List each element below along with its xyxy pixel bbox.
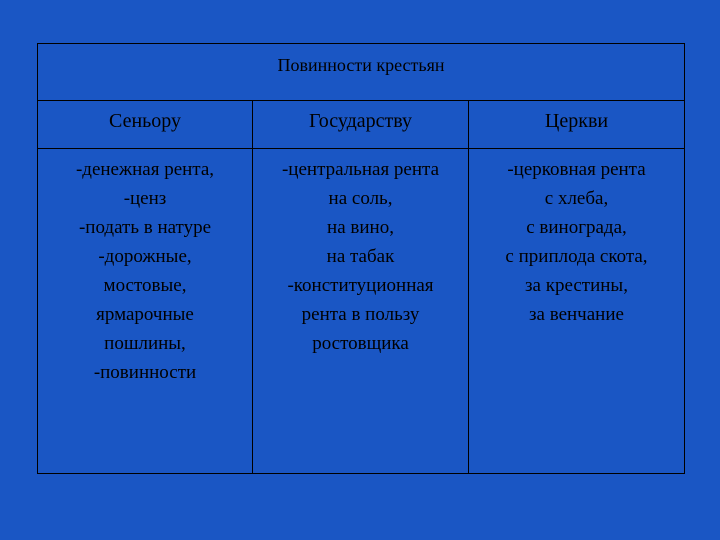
body-cell-church	[469, 149, 684, 473]
seigneur-duties-list	[38, 155, 252, 387]
table-header-row	[38, 101, 684, 149]
body-cell-seigneur	[38, 149, 253, 473]
duty-line: -ценз	[123, 188, 167, 209]
table-body-row	[38, 149, 684, 473]
table-title: Повинности крестьян	[277, 55, 445, 75]
duty-line: -церковная рента	[507, 159, 646, 180]
duty-line: пошлины,	[104, 333, 186, 354]
duty-line: -центральная рента	[281, 159, 440, 180]
body-cell-state	[253, 149, 469, 473]
duty-line: рента в пользу	[301, 304, 420, 325]
duty-line: ростовщика	[312, 333, 409, 354]
state-duties-list	[253, 155, 468, 358]
duty-line: за венчание	[529, 304, 624, 325]
header-label-church: Церкви	[544, 110, 609, 132]
header-cell-state	[253, 101, 469, 148]
duty-line: -денежная рента,	[75, 159, 215, 180]
duty-line: с хлеба,	[544, 188, 609, 209]
duty-line: -подать в натуре	[78, 217, 212, 238]
church-duties-list	[469, 155, 684, 329]
header-cell-church	[469, 101, 684, 148]
header-cell-seigneur	[38, 101, 253, 148]
duty-line: -дорожные,	[98, 246, 192, 267]
duty-line: на вино,	[327, 217, 394, 238]
duty-line: -конституционная	[287, 275, 434, 296]
duties-table	[37, 43, 685, 474]
table-title-row	[38, 44, 684, 101]
duty-line: ярмарочные	[96, 304, 194, 325]
header-label-seigneur: Сеньору	[108, 110, 182, 132]
duty-line: на соль,	[328, 188, 393, 209]
duty-line: на табак	[326, 246, 395, 267]
duty-line: с приплода скота,	[505, 246, 648, 267]
duty-line: -повинности	[93, 362, 197, 383]
duty-line: с винограда,	[526, 217, 627, 238]
header-label-state: Государству	[308, 110, 413, 132]
duty-line: мостовые,	[103, 275, 187, 296]
duty-line: за крестины,	[525, 275, 628, 296]
